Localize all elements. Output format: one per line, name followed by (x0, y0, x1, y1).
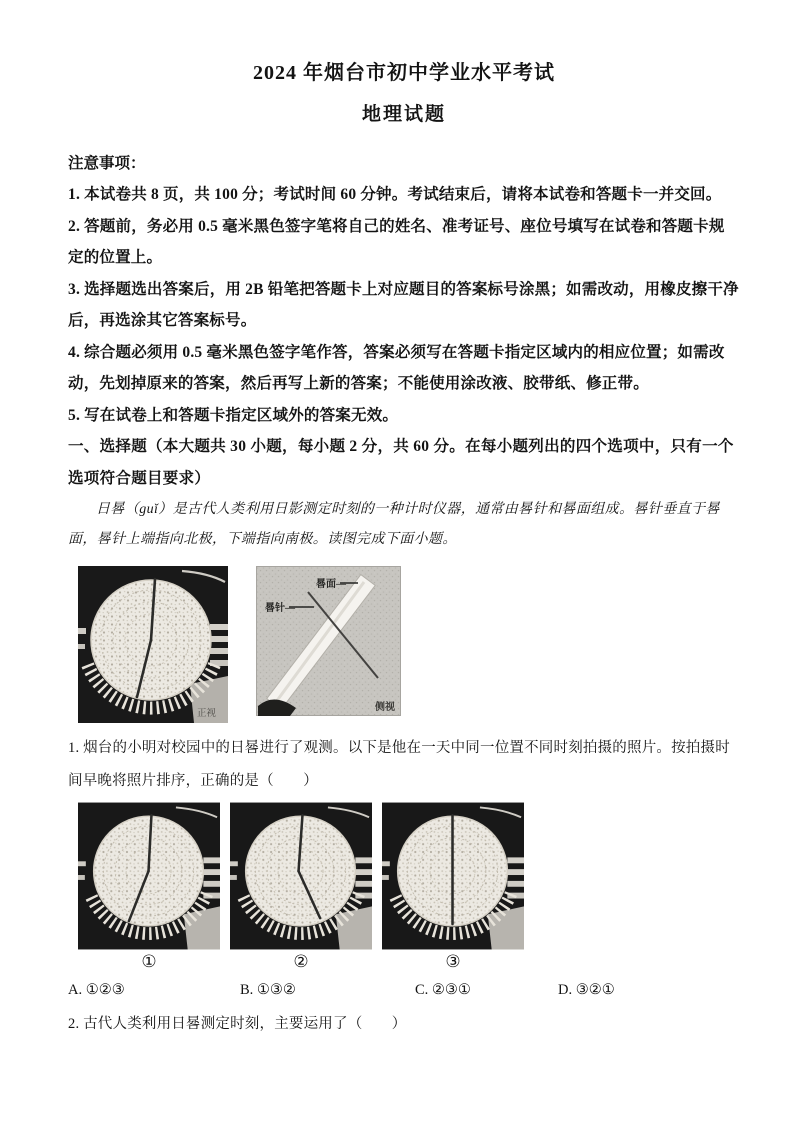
photo-1 (78, 802, 220, 973)
question-1-text: 1. 烟台的小明对校园中的日晷进行了观测。以下是他在一天中同一位置不同时刻拍摄的照片。按拍摄时间早晚将照片排序，正确的是（ ） (68, 740, 730, 789)
sundial-side-view-image (256, 566, 401, 716)
notice-item-3: 3. 选择题选出答案后，用 2B 铅笔把答题卡上对应题目的答案标号涂黑；如需改动，用橡皮擦干净后，再选涂其它答案标号。 (68, 280, 739, 329)
notice-item-5: 5. 写在试卷上和答题卡指定区域外的答案无效。 (68, 406, 399, 424)
front-view-caption: 正视 (196, 709, 216, 719)
notice-block (68, 148, 740, 431)
side-view-caption: 侧视 (375, 702, 395, 713)
section-heading: 一、选择题（本大题共 30 小题，每小题 2 分，共 60 分。在每小题列出的四个选项中，只有一个选项符合题目要求） (68, 438, 734, 487)
photo-3-image (382, 802, 524, 950)
face-label: 晷面— (316, 579, 346, 590)
option-b: B. ①③② (240, 982, 296, 998)
photo-2-label: ② (293, 952, 309, 971)
page-title: 2024 年烟台市初中学业水平考试 (253, 62, 555, 84)
question-2-text: 2. 古代人类利用日晷测定时刻，主要运用了（ ） (68, 1016, 407, 1032)
photo-3 (382, 802, 524, 973)
needle-label: 晷针— (265, 603, 295, 614)
notice-item-2: 2. 答题前，务必用 0.5 毫米黑色签字笔将自己的姓名、准考证号、座位号填写在试卷和答题卡规定的位置上。 (68, 217, 725, 266)
photo-2-image (230, 802, 372, 950)
notice-heading: 注意事项： (68, 155, 146, 172)
page-content (68, 58, 740, 1041)
question-1-photos-row (78, 802, 740, 973)
option-c: C. ②③① (415, 982, 471, 998)
passage-text: 日晷（guǐ）是古代人类利用日影测定时刻的一种计时仪器，通常由晷针和晷面组成。晷针垂直于晷面，晷针上端指向北极，下端指向南极。读图完成下面小题。 (68, 502, 720, 547)
doc-subtitle: 地理试题 (361, 104, 446, 125)
notice-item-1: 1. 本试卷共 8 页，共 100 分；考试时间 60 分钟。考试结束后，请将本试卷和答题卡一并交回。 (68, 186, 722, 203)
question-1-options (68, 974, 740, 1007)
option-a: A. ①②③ (68, 982, 125, 998)
photo-3-label: ③ (445, 952, 461, 971)
option-d: D. ③②① (558, 982, 615, 998)
photo-1-image (78, 802, 220, 950)
sundial-front-view-image (78, 566, 228, 723)
photo-2 (230, 802, 372, 973)
notice-item-4: 4. 综合题必须用 0.5 毫米黑色签字笔作答，答案必须写在答题卡指定区域内的相应位置；如需改动，先划掉原来的答案，然后再写上新的答案；不能使用涂改液、胶带纸、修正带。 (68, 343, 725, 392)
photo-1-label: ① (141, 952, 157, 971)
sundial-figures-row (78, 566, 740, 723)
